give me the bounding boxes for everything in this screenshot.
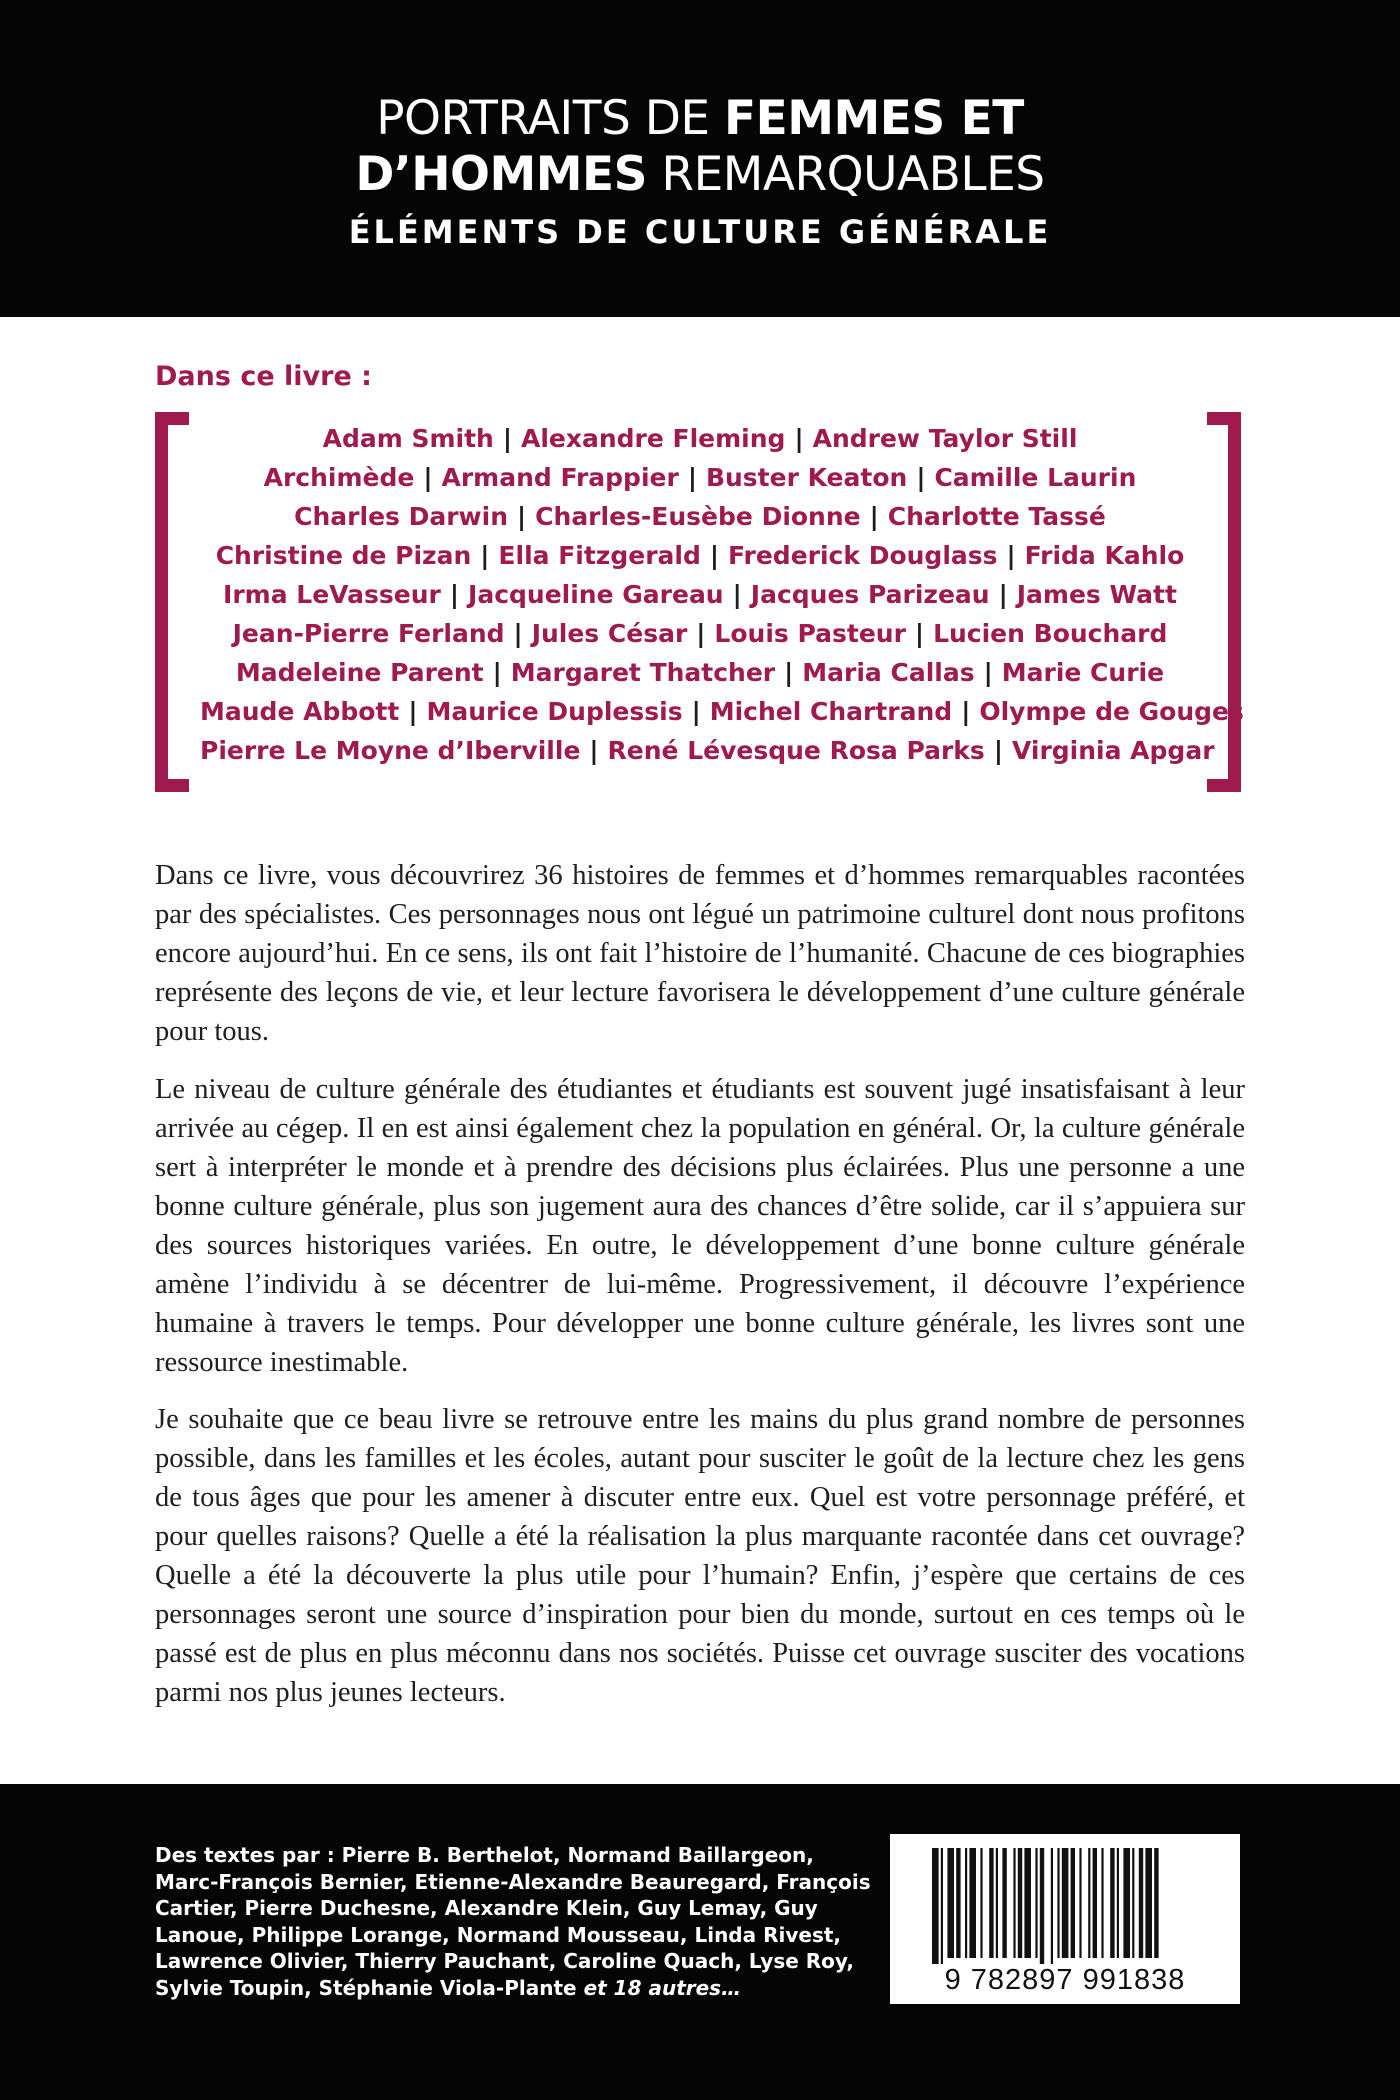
person-name: René Lévesque Rosa Parks	[607, 736, 985, 765]
title-line-1-bold: FEMMES ET	[724, 91, 1024, 146]
barcode-bars	[890, 1834, 1240, 1964]
person-name: Pierre Le Moyne d’Iberville	[200, 736, 581, 765]
barcode-bar	[941, 1848, 943, 1964]
barcode-bar	[1123, 1848, 1130, 1958]
name-separator: |	[916, 463, 926, 492]
person-name: Jean-Pierre Ferland	[232, 619, 505, 648]
person-name: Charles Darwin	[294, 502, 509, 531]
authors-list: Pierre B. Berthelot, Normand Baillargeon, Marc-François Bernier, Etienne-Alexandre Beauregard, François Cartier, Pierre Duchesne, Alexandre Klein, Guy Lemay, Guy Lanoue, Philippe Lorange, Normand Mousseau, Linda Rivest, Lawrence Olivier, Thierry Pauchant, Caroline Quach, Lyse Roy, Sylvie Toupin, Stéphanie Viola-Plante	[155, 1843, 871, 2000]
barcode-bar	[1079, 1848, 1081, 1958]
description-paragraph-1: Dans ce livre, vous découvrirez 36 histoires de femmes et d’hommes remarquables racontées par des spécialistes. Ces personnages nous ont légué un patrimoine culturel dont nous profitons encore aujourd’hui. En ce sens, ils ont fait l’histoire de l’humanité. Chacune de ces biographies représente des leçons de vie, et leur lecture favorisera le développement d’une culture générale pour tous.	[155, 860, 1245, 1047]
title-line-2-bold: D’HOMMES	[355, 147, 647, 202]
name-separator: |	[517, 502, 527, 531]
barcode-bar	[1051, 1848, 1053, 1964]
barcode-bar	[1145, 1848, 1152, 1958]
name-separator: |	[408, 697, 418, 726]
person-name: Olympe de Gouges	[979, 697, 1244, 726]
people-list	[200, 419, 1244, 770]
barcode-bar	[1101, 1848, 1103, 1958]
barcode-bar	[1013, 1848, 1015, 1958]
person-name: Ella Fitzgerald	[498, 541, 701, 570]
barcode-bar	[1018, 1848, 1022, 1958]
title-line-2-light: REMARQUABLES	[646, 147, 1045, 202]
name-separator: |	[732, 580, 742, 609]
person-name: Christine de Pizan	[215, 541, 472, 570]
person-name: Buster Keaton	[705, 463, 908, 492]
authors-credit	[155, 1842, 875, 2001]
barcode-bar	[1154, 1848, 1158, 1958]
barcode-bar	[965, 1848, 967, 1958]
name-separator: |	[784, 658, 794, 687]
authors-more: et 18 autres…	[583, 1975, 742, 2000]
name-separator: |	[961, 697, 971, 726]
person-name: Charles-Eusèbe Dionne	[535, 502, 861, 531]
name-separator: |	[589, 736, 599, 765]
name-separator: |	[993, 736, 1003, 765]
person-name: Jules César	[531, 619, 688, 648]
barcode-bar	[1139, 1848, 1143, 1958]
book-title-line-1	[0, 89, 1400, 149]
barcode-bar	[1040, 1848, 1044, 1964]
person-name: James Watt	[1016, 580, 1177, 609]
name-separator: |	[480, 541, 490, 570]
person-name: Michel Chartrand	[709, 697, 953, 726]
person-name: Armand Frappier	[441, 463, 679, 492]
barcode-bar	[932, 1848, 939, 1964]
barcode-bar	[1024, 1848, 1031, 1958]
barcode-bar	[1071, 1848, 1075, 1958]
name-separator: |	[794, 424, 804, 453]
person-name: Adam Smith	[322, 424, 494, 453]
isbn-barcode	[890, 1834, 1240, 2004]
left-bracket	[155, 412, 189, 792]
barcode-bar	[1110, 1848, 1114, 1958]
name-separator: |	[502, 424, 512, 453]
name-separator: |	[691, 697, 701, 726]
description-paragraph-2: Le niveau de culture générale des étudiantes et étudiants est souvent jugé insatisfaisant à leur arrivée au cégep. Il en est ainsi également chez la population en général. Or, la culture générale sert à interpréter le monde et à prendre des décisions plus éclairées. Plus une personne a une bonne culture générale, plus son jugement aura des chances d’être solide, car il s’appuiera sur des sources historiques variées. En outre, le développement d’une bonne culture générale amène l’individu à se décentrer de lui-même. Progressivement, il découvre l’expérience humaine à travers le temps. Pour développer une bonne culture générale, les livres sont une ressource inestimable.	[155, 1074, 1245, 1378]
people-list-line	[200, 458, 1200, 497]
person-name: Camille Laurin	[934, 463, 1137, 492]
person-name: Madeleine Parent	[235, 658, 484, 687]
barcode-bar	[1093, 1848, 1097, 1958]
barcode-bar	[1035, 1848, 1037, 1958]
person-name: Lucien Bouchard	[933, 619, 1168, 648]
person-name: Margaret Thatcher	[510, 658, 776, 687]
name-separator: |	[423, 463, 433, 492]
person-name: Irma LeVasseur	[223, 580, 441, 609]
person-name: Louis Pasteur	[714, 619, 906, 648]
name-separator: |	[449, 580, 460, 609]
title-line-1-light: PORTRAITS DE	[376, 91, 725, 146]
people-list-line	[200, 653, 1200, 692]
right-bracket	[1207, 412, 1241, 792]
name-separator: |	[1006, 541, 1016, 570]
barcode-bar	[996, 1848, 998, 1958]
barcode-bar	[1057, 1848, 1059, 1958]
name-separator: |	[492, 658, 502, 687]
name-separator: |	[914, 619, 925, 648]
people-list-line	[200, 614, 1200, 653]
in-book-label: Dans ce livre :	[155, 361, 372, 392]
authors-label: Des textes par :	[155, 1843, 342, 1867]
barcode-bar	[956, 1848, 960, 1958]
barcode-bar	[980, 1848, 982, 1958]
barcode-bar	[1002, 1848, 1006, 1958]
barcode-bar	[1132, 1848, 1134, 1958]
person-name: Archimède	[263, 463, 415, 492]
barcode-bar	[1062, 1848, 1069, 1958]
person-name: Alexandre Fleming	[520, 424, 786, 453]
people-list-line	[200, 536, 1200, 575]
person-name: Frida Kahlo	[1024, 541, 1185, 570]
barcode-bar	[1117, 1848, 1119, 1958]
name-separator: |	[709, 541, 720, 570]
name-separator: |	[696, 619, 706, 648]
name-separator: |	[513, 619, 523, 648]
name-separator: |	[869, 502, 879, 531]
people-list-line	[200, 575, 1200, 614]
description-paragraph-3: Je souhaite que ce beau livre se retrouve entre les mains du plus grand nombre de personnes possible, dans les familles et les écoles, autant pour susciter le goût de la lecture chez les gens de tous âges que pour les amener à discuter entre eux. Quel est votre personnage préféré, et pour quelles raisons? Quelle a été la réalisation la plus marquante racontée dans cet ouvrage? Quelle a été la découverte la plus utile pour l’humain? Enfin, j’espère que certains de ces personnages seront une source d’inspiration pour bien du monde, surtout en ces temps où le passé est de plus en plus méconnu dans nos sociétés. Puisse cet ouvrage susciter des vocations parmi nos plus jeunes lecteurs.	[155, 1404, 1245, 1708]
barcode-bar	[1088, 1848, 1090, 1958]
person-name: Virginia Apgar	[1011, 736, 1215, 765]
person-name: Maurice Duplessis	[426, 697, 683, 726]
person-name: Jacqueline Gareau	[468, 580, 724, 609]
person-name: Andrew Taylor Still	[812, 424, 1078, 453]
name-separator: |	[687, 463, 697, 492]
person-name: Maude Abbott	[200, 697, 400, 726]
barcode-bar	[947, 1848, 954, 1958]
name-separator: |	[983, 658, 993, 687]
barcode-bar	[989, 1848, 993, 1958]
people-list-line	[200, 692, 1244, 731]
people-list-line	[200, 497, 1200, 536]
person-name: Marie Curie	[1001, 658, 1165, 687]
people-list-line	[200, 419, 1200, 458]
name-separator: |	[998, 580, 1008, 609]
people-list-line	[200, 731, 1215, 770]
book-subtitle: ÉLÉMENTS DE CULTURE GÉNÉRALE	[348, 213, 1052, 251]
barcode-digits: 9 782897 991838	[944, 1964, 1186, 1996]
person-name: Jacques Parizeau	[750, 580, 990, 609]
book-title-line-2	[0, 145, 1400, 205]
person-name: Maria Callas	[802, 658, 975, 687]
header-band	[0, 0, 1400, 317]
person-name: Charlotte Tassé	[887, 502, 1106, 531]
barcode-bar	[969, 1848, 976, 1958]
person-name: Frederick Douglass	[728, 541, 998, 570]
